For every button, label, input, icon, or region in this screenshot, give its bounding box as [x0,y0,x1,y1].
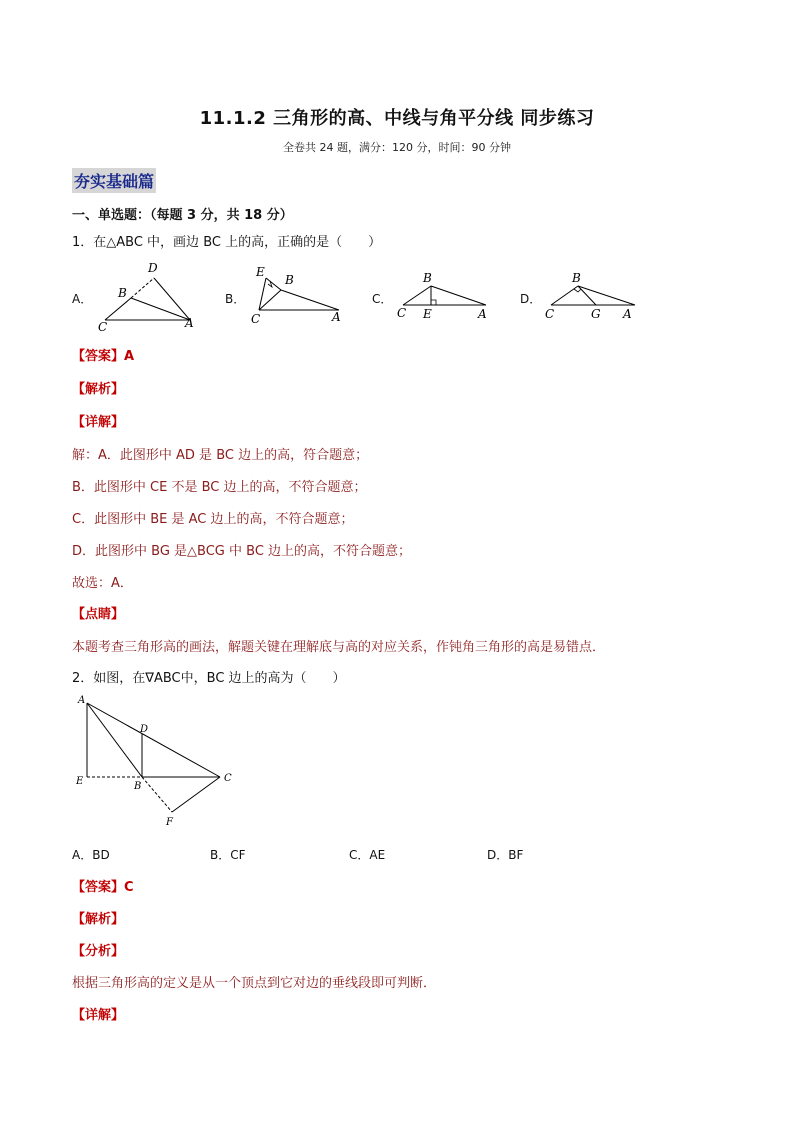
q1-option-b: B． [225,292,246,306]
q2-fenxi-tag: 【分析】 [72,944,125,959]
exam-info: 全卷共 24 题，满分：120 分，时间：90 分钟 [283,141,511,154]
q1-stem: 1．在△ABC 中，画边 BC 上的高，正确的是（ ） [72,235,382,250]
q2-figure [72,692,242,832]
q1-answer: 【答案】A [72,349,135,364]
fig-d-label-g: G [591,307,601,321]
q1-figure-b [247,262,357,327]
q2-option-b: B．CF [210,848,246,862]
q2-option-a: A．BD [72,848,110,862]
section-heading: 夯实基础篇 [72,168,156,193]
fig-q2-label-b: B [134,781,142,792]
q2-stem: 2．如图，在∇ABC中，BC 边上的高为（ ） [72,671,346,686]
fig-b-label-c: C [251,312,261,326]
q1-option-a: A． [72,292,93,306]
fig-c-label-a: A [478,307,487,321]
fig-b-label-e: E [256,265,265,279]
fig-d-label-c: C [545,307,555,321]
fig-c-label-c: C [397,306,407,320]
q1-jiexi-tag: 【解析】 [72,382,125,397]
q2-analysis: 根据三角形高的定义是从一个顶点到它对边的垂线段即可判断． [72,976,437,991]
q1-option-c: C． [372,292,393,306]
fig-a-label-c: C [98,320,108,333]
page-title: 11.1.2 三角形的高、中线与角平分线 同步练习 [199,108,595,129]
fig-c-label-e: E [423,307,432,321]
fig-a-label-d: D [148,261,158,275]
q1-solution-line: 故选：A． [72,576,133,591]
q1-dianjing-tag: 【点睛】 [72,607,125,622]
q2-answer: 【答案】C [72,880,134,895]
q1-xiangjie-tag: 【详解】 [72,415,125,430]
fig-b-label-b: B [285,273,294,287]
fig-q2-label-a: A [78,695,86,706]
fig-b-label-a: A [332,310,341,324]
q1-figure-c [393,268,493,323]
fig-q2-label-d: D [140,724,149,735]
q2-option-d: D．BF [487,848,524,862]
part-heading: 一、单选题：（每题 3 分，共 18 分） [72,208,293,223]
q2-jiexi-tag: 【解析】 [72,912,125,927]
fig-a-label-a: A [185,316,194,330]
fig-a-label-b: B [118,286,127,300]
fig-c-label-b: B [423,271,432,285]
fig-d-label-b: B [572,271,581,285]
q1-figure-a [90,258,205,333]
q1-solution-line: C．此图形中 BE 是 AC 边上的高，不符合题意； [72,512,354,527]
q1-solution-line: 解：A．此图形中 AD 是 BC 边上的高，符合题意； [72,448,369,463]
fig-q2-label-f: F [166,817,173,828]
q1-comment: 本题考查三角形高的画法，解题关键在理解底与高的对应关系，作钝角三角形的高是易错点． [72,640,606,655]
q2-xiangjie-tag: 【详解】 [72,1008,125,1023]
q1-option-d: D． [520,292,542,306]
q1-figure-d [543,268,643,323]
q1-solution-line: D．此图形中 BG 是△BCG 中 BC 边上的高，不符合题意； [72,544,412,559]
fig-d-label-a: A [623,307,632,321]
fig-q2-label-e: E [76,776,84,787]
q1-solution-line: B．此图形中 CE 不是 BC 边上的高，不符合题意； [72,480,367,495]
q2-option-c: C．AE [349,848,386,862]
fig-q2-label-c: C [224,773,232,784]
